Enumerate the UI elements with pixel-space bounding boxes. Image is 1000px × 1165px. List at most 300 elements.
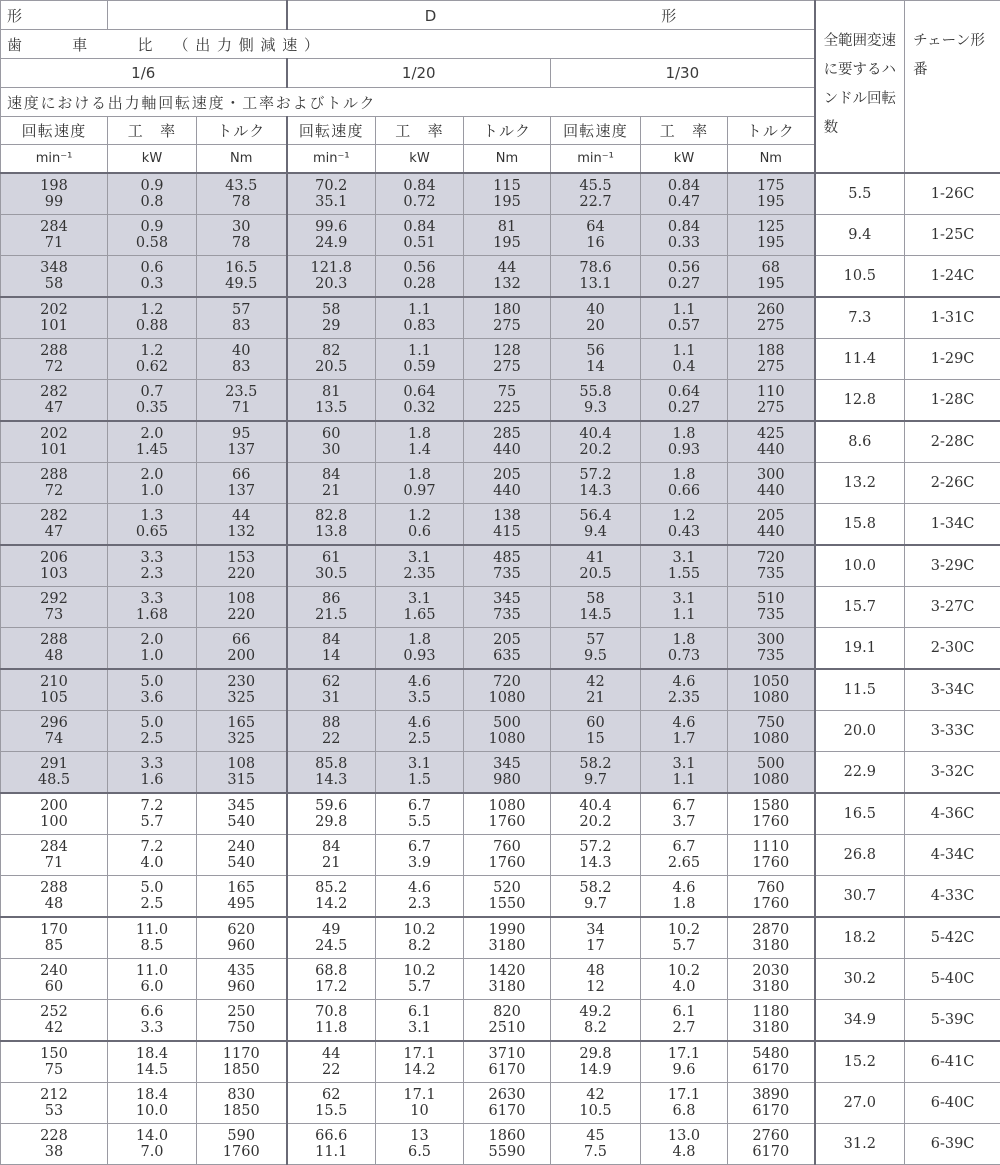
cell-value: 56 [586,343,605,359]
cell-value: 1.1 [672,607,696,623]
cell-value: 11.1 [315,1144,348,1160]
cell-value: 17.2 [315,979,348,995]
cell-value: 0.65 [135,524,169,540]
cell-r30 [551,1083,641,1124]
cell-r6 [1,669,108,711]
cell-value: 180 [493,302,521,318]
cell-value: 78.6 [579,260,612,276]
table-row [1,256,1000,298]
cell-t20 [464,917,551,959]
cell-value: 0.73 [667,648,701,664]
cell-value: 1580 [752,798,790,814]
cell-t6 [197,1041,287,1083]
cell-value: 2.0 [140,467,164,483]
cell-value: 440 [756,524,785,540]
cell-value: 0.56 [667,260,701,276]
table-row [1,297,1000,339]
cell-value: 5.0 [140,880,164,896]
cell-value: 195 [493,235,521,251]
cell-value: 2.65 [667,855,701,871]
cell-value: 300 [756,632,785,648]
cell-value: 1860 [488,1128,526,1144]
cell-r20 [287,463,376,504]
table-row [1,463,1000,504]
cell-value: 2.35 [403,566,436,582]
cell-value: 0.9 [140,178,164,194]
cell-value: 3.1 [672,591,696,607]
cell-value: 284 [40,839,68,855]
cell-value: 275 [493,318,521,334]
cell-value: 47 [44,524,64,540]
cell-value: 84 [322,467,341,483]
cell-w20 [376,339,464,380]
cell-value: 440 [493,483,521,499]
cell-r30 [551,1000,641,1042]
cell-t6 [197,421,287,463]
cell-value: 285 [493,426,521,442]
cell-r20 [287,752,376,794]
cell-w30 [641,339,728,380]
cell-value: 1.2 [140,302,164,318]
cell-value: 10 [410,1103,429,1119]
cell-w6 [108,297,197,339]
cell-value: 40 [232,343,251,359]
cell-value: 3.1 [407,550,432,566]
cell-r30 [551,628,641,670]
cell-value: 58 [44,276,64,292]
cell-value: 3.1 [672,550,696,566]
cell-w6 [108,711,197,752]
cell-value: 3.3 [140,1020,164,1036]
cell-t6 [197,752,287,794]
table-row [1,545,1000,587]
cell-r6 [1,835,108,876]
cell-value: 4.6 [672,880,696,896]
cell-value: 2.35 [667,690,701,706]
cell-value: 4.6 [407,880,432,896]
cell-value: 29 [322,318,341,334]
cell-value: 620 [227,922,256,938]
cell-value: 0.84 [667,178,701,194]
cell-value: 1.45 [135,442,169,458]
cell-value: 0.47 [667,194,701,210]
cell-value: 282 [40,384,68,400]
cell-w20 [376,256,464,298]
cell-value: 6.6 [140,1004,164,1020]
cell-r20 [287,669,376,711]
cell-value: 0.32 [403,400,436,416]
table-row [1,173,1000,215]
column-name: トルク [464,117,551,145]
cell-value: 275 [756,359,785,375]
cell-value: 296 [40,715,68,731]
table-row [1,215,1000,256]
cell-value: 15.5 [315,1103,348,1119]
cell-value: 175 [756,178,785,194]
cell-w6 [108,835,197,876]
cell-t20 [464,1000,551,1042]
cell-t6 [197,256,287,298]
cell-value: 980 [493,772,521,788]
cell-value: 0.64 [667,384,701,400]
cell-value: 292 [40,591,68,607]
cell-value: 6.1 [407,1004,432,1020]
cell-t30 [728,421,815,463]
cell-value: 49.2 [579,1004,612,1020]
cell-r20 [287,421,376,463]
cell-w20 [376,1000,464,1042]
cell-value: 41 [586,550,605,566]
cell-value: 53 [44,1103,64,1119]
cell-r6 [1,173,108,215]
cell-w6 [108,173,197,215]
cell-value: 81 [497,219,517,235]
cell-w6 [108,339,197,380]
cell-value: 5590 [488,1144,526,1160]
cell-value: 1.2 [407,508,432,524]
cell-value: 425 [756,426,785,442]
table-row [1,421,1000,463]
cell-value: 540 [227,814,256,830]
cell-t30 [728,959,815,1000]
cell-t20 [464,256,551,298]
cell-value: 1550 [488,896,526,912]
cell-value: 14.9 [579,1062,612,1078]
cell-value: 10.5 [579,1103,612,1119]
cell-value: 70.2 [315,178,348,194]
cell-t6 [197,297,287,339]
cell-value: 240 [40,963,68,979]
cell-value: 132 [493,276,521,292]
table-row [1,959,1000,1000]
cell-value: 2.3 [407,896,432,912]
table-row [1,1041,1000,1083]
cell-t30 [728,876,815,918]
cell-value: 6170 [488,1103,526,1119]
cell-value: 2.5 [140,731,164,747]
cell-w20 [376,669,464,711]
table-row [1,1000,1000,1042]
cell-value: 0.93 [403,648,436,664]
cell-value: 14 [586,359,605,375]
cell-w20 [376,1083,464,1124]
cell-value: 9.7 [583,896,608,912]
cell-value: 760 [756,880,785,896]
cell-value: 17 [586,938,605,954]
cell-t30 [728,1041,815,1083]
cell-value: 73 [44,607,64,623]
cell-r30 [551,215,641,256]
cell-value: 0.27 [667,276,701,292]
cell-r20 [287,628,376,670]
cell-value: 66.6 [315,1128,348,1144]
cell-r6 [1,297,108,339]
cell-value: 1.1 [672,302,696,318]
cell-value: 2870 [752,922,790,938]
cell-value: 345 [227,798,256,814]
cell-t20 [464,1083,551,1124]
cell-value: 3.3 [140,756,164,772]
cell-value: 16.5 [225,260,258,276]
cell-value: 18.4 [135,1087,169,1103]
cell-r20 [287,504,376,546]
chain-number-cell: 1-28C [905,380,1000,422]
cell-value: 24.5 [315,938,348,954]
cell-value: 48 [44,896,64,912]
cell-value: 103 [40,566,68,582]
cell-t30 [728,669,815,711]
cell-value: 57.2 [579,467,612,483]
cell-w30 [641,1041,728,1083]
cell-r20 [287,876,376,918]
cell-value: 635 [493,648,521,664]
chain-number-cell: 5-39C [905,1000,1000,1042]
cell-value: 735 [493,607,521,623]
cell-value: 1.3 [140,508,164,524]
cell-value: 3180 [752,938,790,954]
cell-value: 348 [40,260,68,276]
cell-value: 68 [761,260,780,276]
cell-value: 1.0 [140,648,164,664]
cell-value: 58 [322,302,341,318]
cell-value: 20.2 [579,442,612,458]
cell-r6 [1,1041,108,1083]
cell-value: 8.2 [583,1020,608,1036]
cell-value: 7.5 [583,1144,608,1160]
cell-w30 [641,545,728,587]
cell-t20 [464,380,551,422]
cell-value: 11.8 [315,1020,348,1036]
cell-r30 [551,1124,641,1165]
cell-r30 [551,1041,641,1083]
cell-t6 [197,504,287,546]
cell-value: 4.0 [140,855,164,871]
ratio-1-6: 1/6 [1,59,287,88]
cell-value: 252 [40,1004,68,1020]
chain-number-cell: 6-40C [905,1083,1000,1124]
cell-value: 2630 [488,1087,526,1103]
cell-t30 [728,752,815,794]
cell-value: 540 [227,855,256,871]
cell-value: 82 [322,343,341,359]
cell-w6 [108,504,197,546]
handle-turns-cell: 26.8 [815,835,905,876]
cell-value: 2.5 [407,731,432,747]
cell-value: 9.6 [672,1062,696,1078]
cell-value: 228 [40,1128,68,1144]
cell-value: 13.5 [315,400,348,416]
cell-r30 [551,752,641,794]
cell-value: 14.2 [315,896,348,912]
cell-value: 59.6 [315,798,348,814]
cell-r20 [287,380,376,422]
cell-t30 [728,835,815,876]
cell-value: 1760 [488,855,526,871]
cell-w6 [108,380,197,422]
cell-value: 84 [322,839,341,855]
cell-w30 [641,835,728,876]
cell-value: 1.4 [407,442,432,458]
cell-value: 7.0 [140,1144,164,1160]
cell-value: 85.2 [315,880,348,896]
cell-r20 [287,917,376,959]
handle-turns-cell: 31.2 [815,1124,905,1165]
cell-value: 57 [586,632,605,648]
cell-t6 [197,959,287,1000]
cell-value: 735 [493,566,521,582]
cell-value: 57.2 [579,839,612,855]
cell-t6 [197,545,287,587]
cell-r20 [287,793,376,835]
cell-value: 17.1 [403,1087,436,1103]
cell-value: 2.0 [140,426,164,442]
cell-value: 288 [40,343,68,359]
cell-w20 [376,463,464,504]
cell-value: 0.58 [135,235,169,251]
handle-turns-cell: 10.5 [815,256,905,298]
column-unit: kW [641,145,728,174]
cell-value: 3710 [488,1046,526,1062]
cell-w20 [376,711,464,752]
cell-value: 45 [586,1128,605,1144]
cell-value: 40.4 [579,798,612,814]
cell-value: 0.56 [403,260,436,276]
cell-value: 0.62 [135,359,169,375]
cell-r6 [1,1124,108,1165]
cell-r6 [1,463,108,504]
cell-value: 121.8 [310,260,352,276]
cell-w6 [108,256,197,298]
table-row [1,917,1000,959]
cell-value: 30 [232,219,251,235]
cell-value: 1760 [752,855,790,871]
cell-w20 [376,752,464,794]
cell-value: 1.8 [672,467,696,483]
cell-r20 [287,215,376,256]
cell-t6 [197,1000,287,1042]
cell-t6 [197,711,287,752]
column-name: 回転速度 [1,117,108,145]
handle-turns-cell: 15.7 [815,587,905,628]
cell-value: 22.7 [579,194,612,210]
cell-value: 17.1 [667,1046,701,1062]
cell-t20 [464,215,551,256]
cell-value: 345 [493,756,521,772]
cell-w30 [641,917,728,959]
cell-value: 95 [232,426,251,442]
table-row [1,876,1000,918]
cell-value: 1850 [222,1062,260,1078]
cell-value: 440 [493,442,521,458]
chain-number-cell: 6-41C [905,1041,1000,1083]
cell-value: 49.5 [225,276,258,292]
cell-t30 [728,793,815,835]
cell-w30 [641,587,728,628]
cell-t6 [197,1124,287,1165]
chain-number-cell: 2-28C [905,421,1000,463]
type-header: 形 [1,1,108,30]
cell-value: 820 [493,1004,521,1020]
cell-value: 78 [232,194,251,210]
cell-w6 [108,463,197,504]
cell-r30 [551,793,641,835]
cell-r20 [287,587,376,628]
cell-w20 [376,504,464,546]
cell-value: 6.7 [672,839,696,855]
cell-w30 [641,959,728,1000]
cell-value: 3.9 [407,855,432,871]
chain-number-cell: 1-34C [905,504,1000,546]
cell-value: 0.97 [403,483,436,499]
cell-value: 0.28 [403,276,436,292]
cell-value: 510 [756,591,785,607]
cell-r6 [1,380,108,422]
cell-r30 [551,835,641,876]
cell-r30 [551,959,641,1000]
cell-value: 0.72 [403,194,436,210]
cell-value: 68.8 [315,963,348,979]
cell-t20 [464,711,551,752]
cell-value: 1.8 [672,896,696,912]
cell-w20 [376,917,464,959]
cell-r20 [287,835,376,876]
cell-t30 [728,1083,815,1124]
cell-r20 [287,339,376,380]
cell-t20 [464,339,551,380]
cell-value: 206 [40,550,68,566]
table-row [1,339,1000,380]
cell-value: 20.5 [315,359,348,375]
cell-w6 [108,793,197,835]
cell-value: 71 [232,400,251,416]
cell-r20 [287,1041,376,1083]
cell-w20 [376,628,464,670]
cell-r6 [1,504,108,546]
handle-turns-cell: 10.0 [815,545,905,587]
cell-value: 0.33 [667,235,701,251]
cell-w30 [641,1083,728,1124]
cell-value: 66 [232,632,251,648]
chain-number-cell: 1-25C [905,215,1000,256]
cell-value: 288 [40,632,68,648]
cell-w6 [108,421,197,463]
cell-value: 0.27 [667,400,701,416]
cell-value: 1110 [752,839,790,855]
cell-value: 3.3 [140,550,164,566]
cell-r30 [551,173,641,215]
cell-value: 1.55 [667,566,701,582]
handle-turns-cell: 30.7 [815,876,905,918]
handle-turns-cell: 22.9 [815,752,905,794]
cell-t30 [728,215,815,256]
cell-value: 105 [40,690,68,706]
cell-value: 5.5 [407,814,432,830]
cell-r30 [551,256,641,298]
cell-value: 17.1 [403,1046,436,1062]
cell-value: 195 [756,194,785,210]
cell-value: 60 [586,715,605,731]
cell-r6 [1,1000,108,1042]
cell-value: 43.5 [225,178,258,194]
column-name: 工 率 [376,117,464,145]
cell-value: 720 [756,550,785,566]
cell-value: 99.6 [315,219,348,235]
cell-r6 [1,628,108,670]
cell-value: 6.8 [672,1103,696,1119]
cell-value: 2.0 [140,632,164,648]
cell-value: 57 [232,302,251,318]
cell-value: 1.0 [140,483,164,499]
